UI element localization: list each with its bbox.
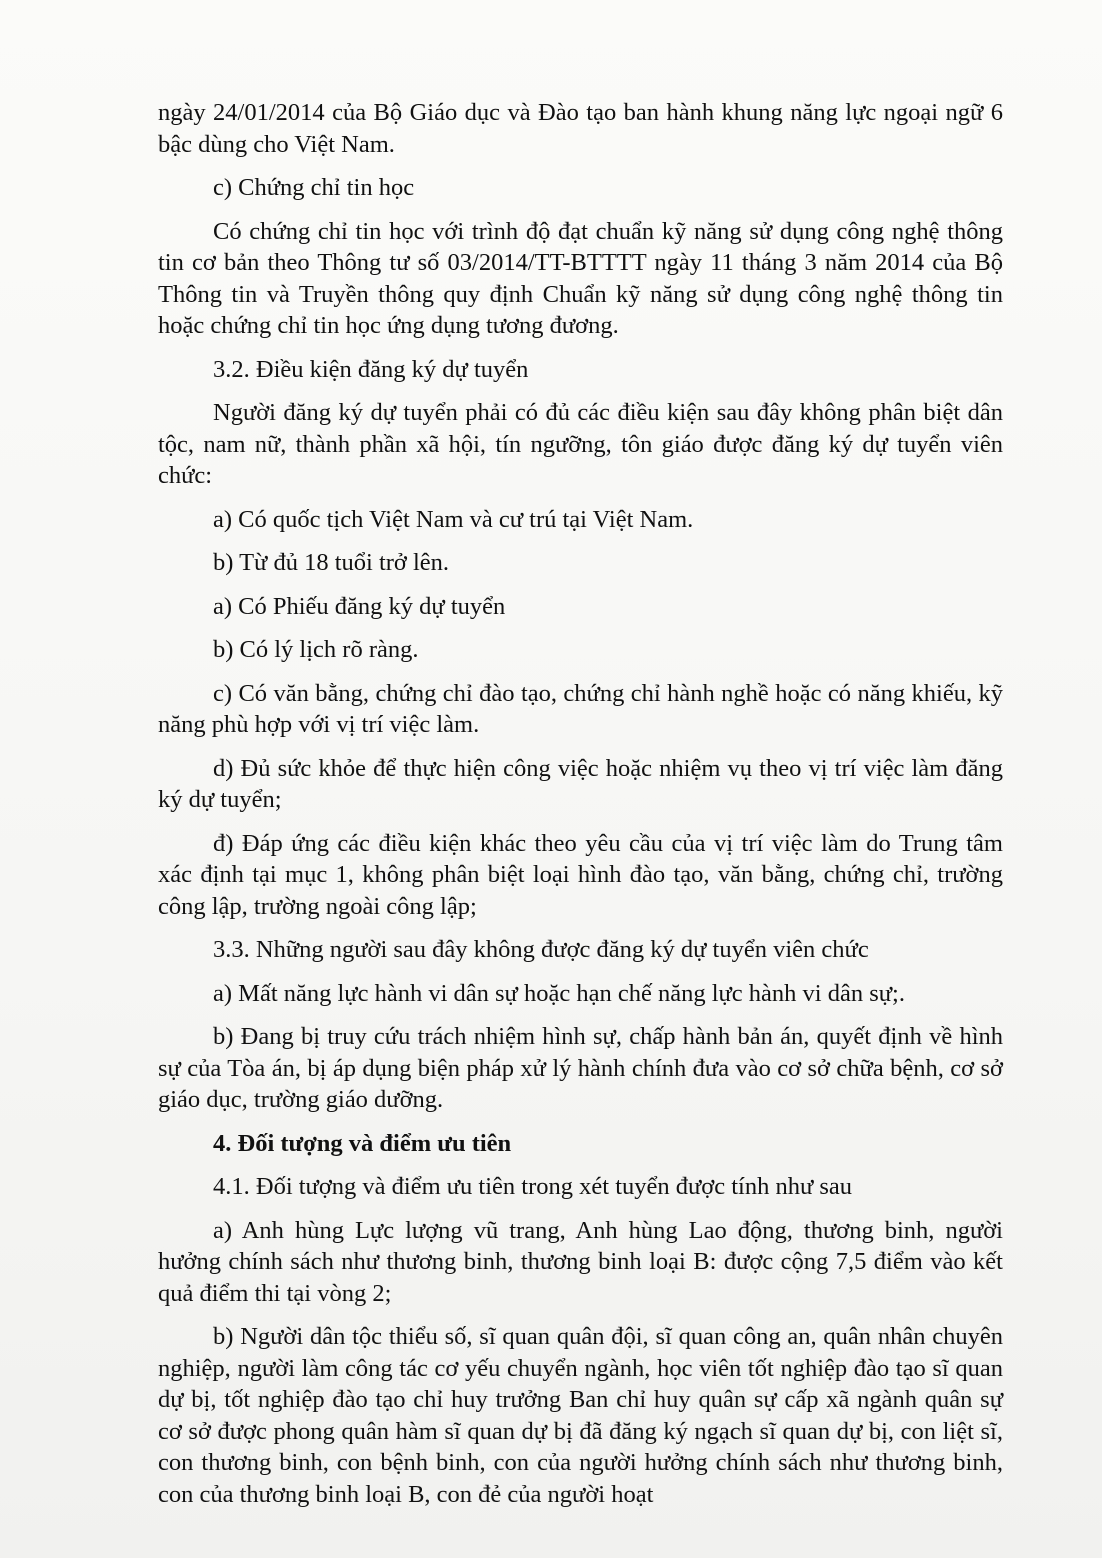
paragraph-9: b) Có lý lịch rõ ràng. [213, 636, 419, 663]
paragraph-4: 3.2. Điều kiện đăng ký dự tuyển [213, 355, 529, 383]
paragraph-19: b) Người dân tộc thiểu số, sĩ quan quân đội, sĩ quan công an, quân nhân chuyên nghiệp, người làm công tác cơ yếu chuyển ngành, học viên tốt nghiệp đào tạo sĩ quan dự bị, tốt nghiệp đào tạo chỉ huy trưởng Ban chỉ huy quân sự cấp xã ngành quân sự cơ sở được phong quân hàm sĩ quan dự bị đã đăng ký ngạch sĩ quan dự bị, con liệt sĩ, con thương binh, con bệnh binh, con của người hưởng chính sách như thương binh, con của thương binh loại B, con đẻ của người hoạt [158, 1323, 1003, 1508]
paragraph-14: a) Mất năng lực hành vi dân sự hoặc hạn chế năng lực hành vi dân sự;. [213, 979, 905, 1007]
paragraph-2: c) Chứng chỉ tin học [213, 174, 415, 201]
paragraph-10: c) Có văn bằng, chứng chỉ đào tạo, chứng chỉ hành nghề hoặc có năng khiếu, kỹ năng phù hợp với vị trí việc làm. [158, 679, 1003, 738]
paragraph-8: a) Có Phiếu đăng ký dự tuyển [213, 592, 506, 620]
paragraph-15: b) Đang bị truy cứu trách nhiệm hình sự, chấp hành bản án, quyết định về hình sự của Tòa án, bị áp dụng biện pháp xử lý hành chính đưa vào cơ sở chữa bệnh, cơ sở giáo dục, trường giáo dưỡng. [158, 1023, 1003, 1113]
section-heading: 4. Đối tượng và điểm ưu tiên [213, 1129, 512, 1157]
paragraph-5: Người đăng ký dự tuyển phải có đủ các điều kiện sau đây không phân biệt dân tộc, nam nữ, thành phần xã hội, tín ngưỡng, tôn giáo được đăng ký dự tuyển viên chức: [158, 399, 1003, 489]
paragraph-3: Có chứng chỉ tin học với trình độ đạt chuẩn kỹ năng sử dụng công nghệ thông tin cơ bản theo Thông tư số 03/2014/TT-BTTTT ngày 11 tháng 3 năm 2014 của Bộ Thông tin và Truyền thông quy định Chuẩn kỹ năng sử dụng công nghệ thông tin hoặc chứng chỉ tin học ứng dụng tương đương. [158, 217, 1003, 339]
paragraph-18: a) Anh hùng Lực lượng vũ trang, Anh hùng Lao động, thương binh, người hưởng chính sách như thương binh, thương binh loại B: được cộng 7,5 điểm vào kết quả điểm thi tại vòng 2; [158, 1216, 1003, 1307]
paragraph-12: đ) Đáp ứng các điều kiện khác theo yêu cầu của vị trí việc làm do Trung tâm xác định tại mục 1, không phân biệt loại hình đào tạo, văn bằng, chứng chỉ, trường công lập, trường ngoài công lập; [158, 829, 1003, 920]
paragraph-13: 3.3. Những người sau đây không được đăng ký dự tuyển viên chức [213, 936, 869, 963]
paragraph-7: b) Từ đủ 18 tuổi trở lên. [213, 549, 450, 576]
document-body [158, 97, 1003, 1510]
paragraph-11: d) Đủ sức khỏe để thực hiện công việc hoặc nhiệm vụ theo vị trí việc làm đăng ký dự tuyển; [158, 754, 1003, 813]
paragraph-6: a) Có quốc tịch Việt Nam và cư trú tại Việt Nam. [213, 505, 694, 533]
paragraph-1: ngày 24/01/2014 của Bộ Giáo dục và Đào tạo ban hành khung năng lực ngoại ngữ 6 bậc dùng cho Việt Nam. [158, 99, 1003, 158]
paragraph-17: 4.1. Đối tượng và điểm ưu tiên trong xét tuyển được tính như sau [213, 1173, 853, 1200]
